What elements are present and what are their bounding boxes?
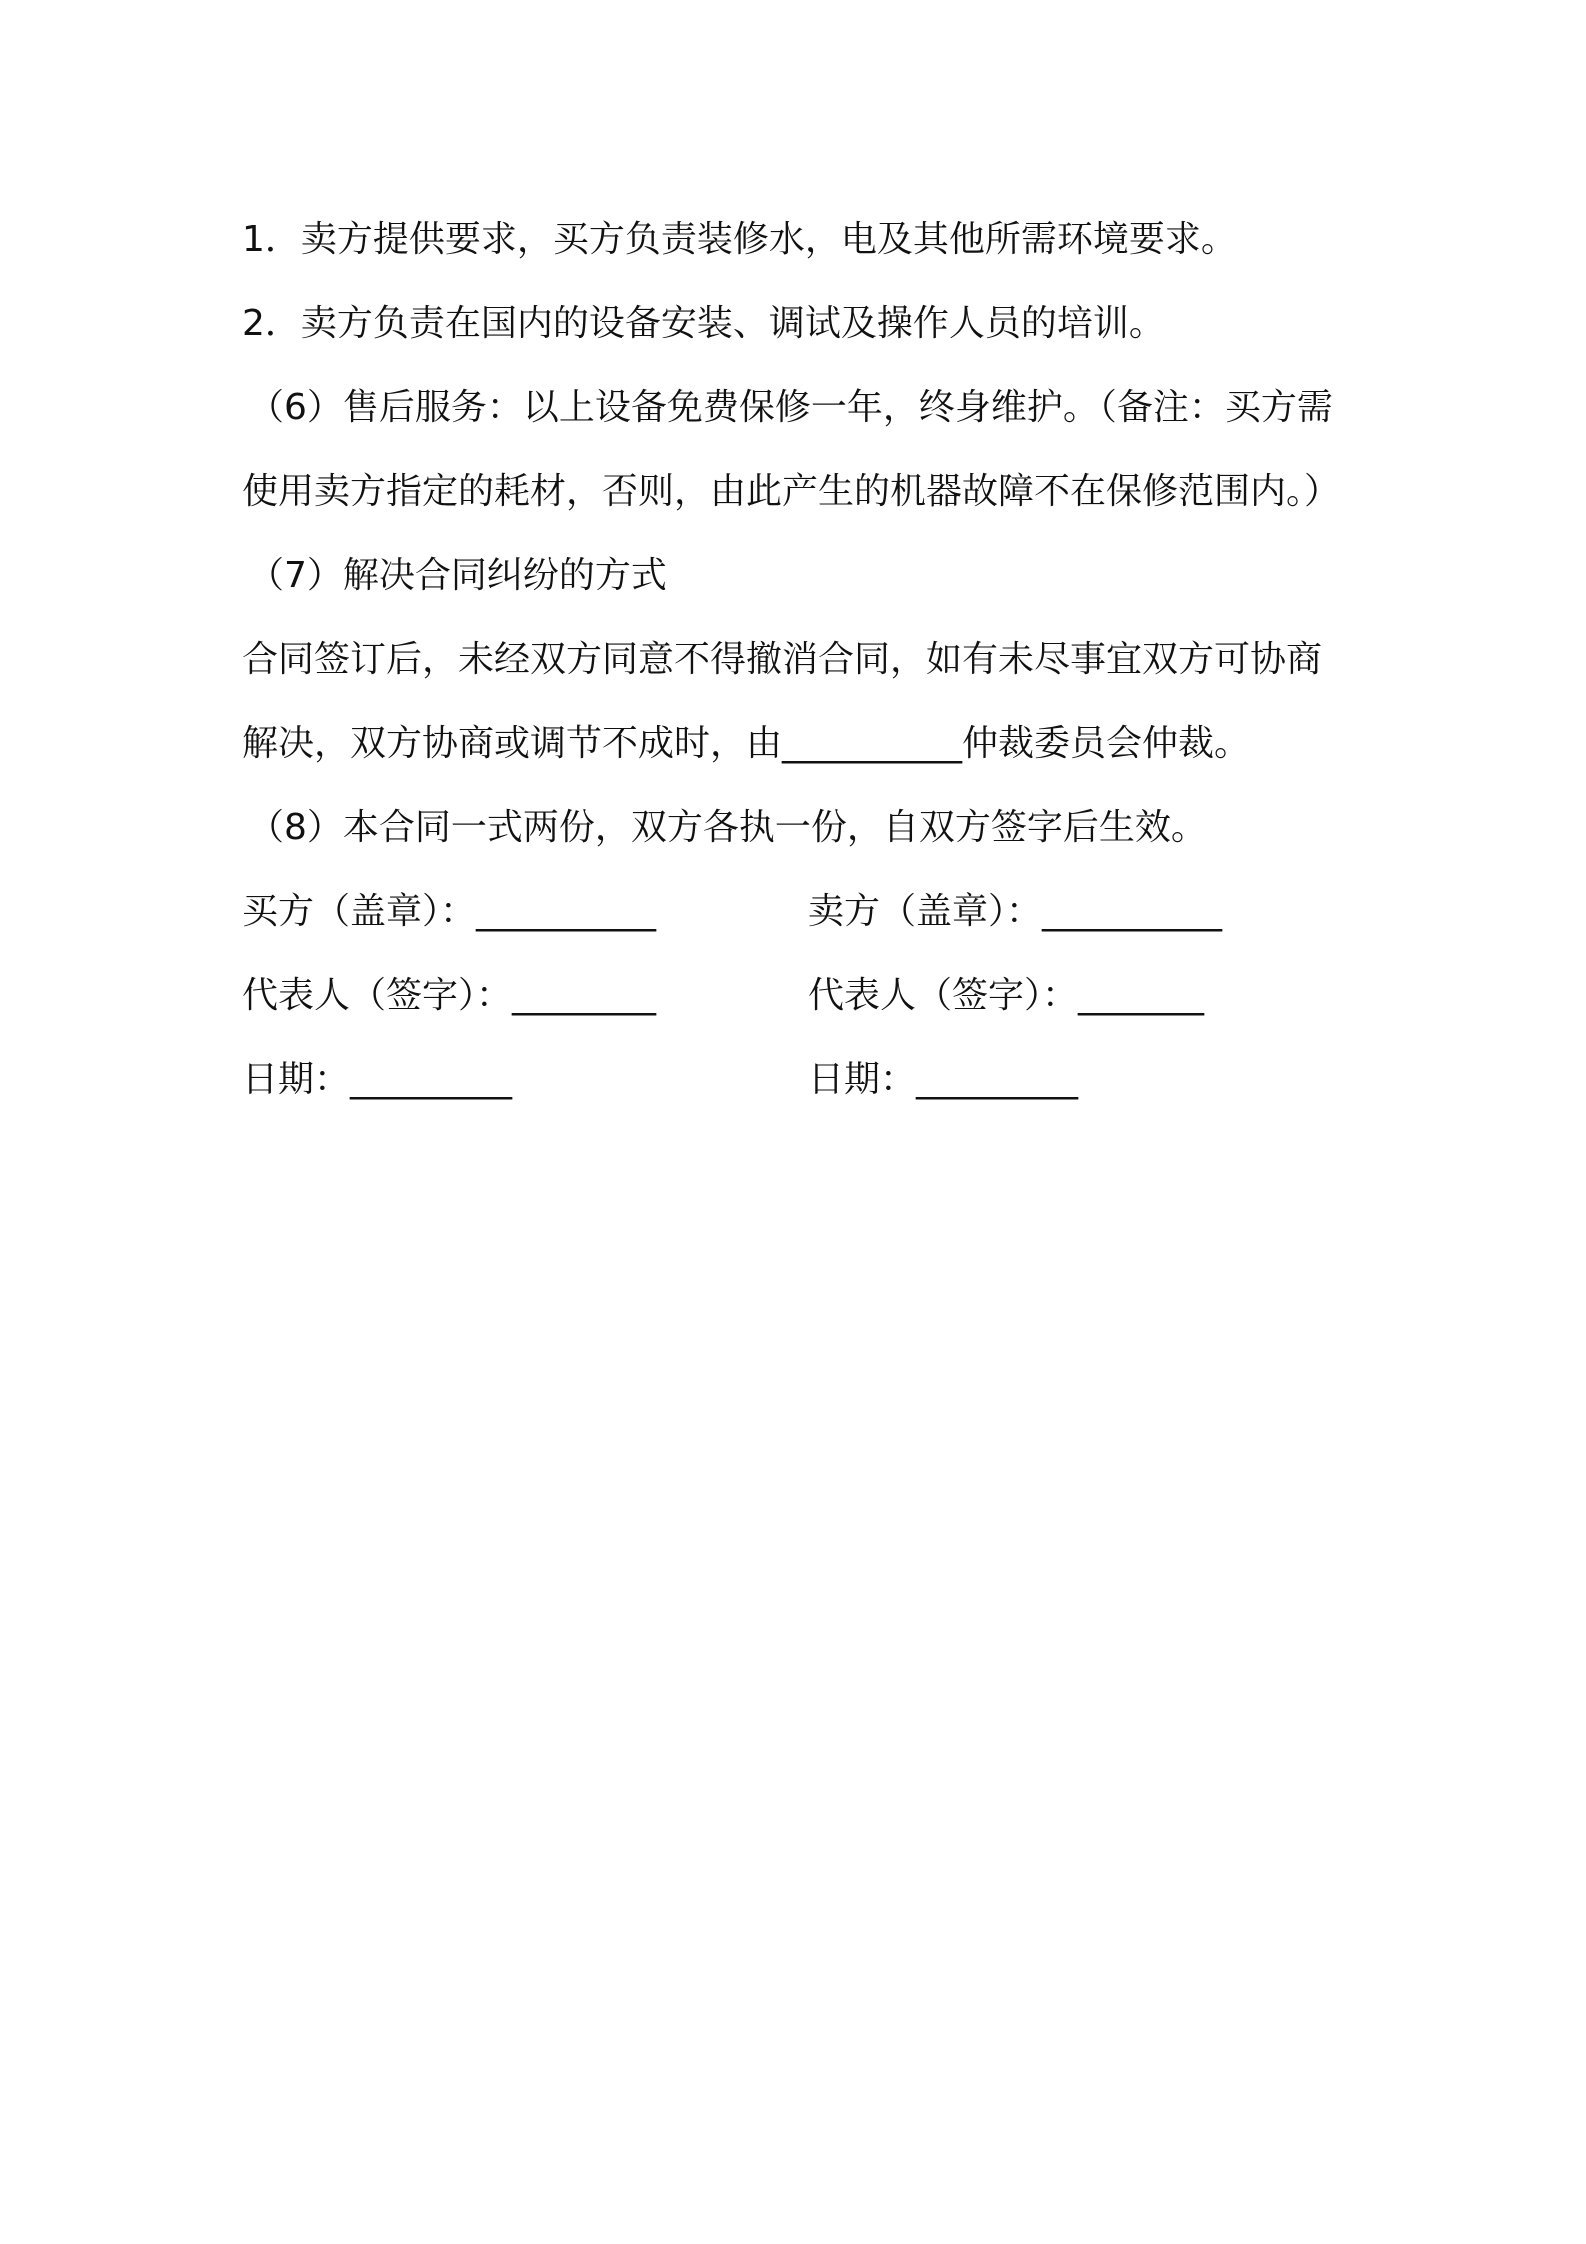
signature-row-representative [242,954,1382,1038]
seller-representative-field: 代表人（签字）：_______ [808,975,1205,1016]
paragraph-after-sales-note: 使用卖方指定的耗材，否则，由此产生的机器故障不在保修范围内。） [242,471,1341,512]
paragraph-dispute-text-1: 合同签订后，未经双方同意不得撤消合同，如有未尽事宜双方可协商 [242,639,1323,680]
paragraph-item-2: 2．卖方负责在国内的设备安装、调试及操作人员的培训。 [242,303,1165,344]
seller-date-field: 日期：_________ [808,1059,1079,1100]
paragraph-copies-clause: （8）本合同一式两份，双方各执一份，自双方签字后生效。 [248,807,1207,848]
paragraph-item-1: 1．卖方提供要求，买方负责装修水，电及其他所需环境要求。 [242,219,1237,260]
paragraph-dispute-heading: （7）解决合同纠纷的方式 [248,555,667,596]
signature-row-seal [242,870,1382,954]
buyer-seal-field: 买方（盖章）：__________ [242,891,657,932]
document-body [242,198,1382,1122]
buyer-date-field: 日期：_________ [242,1059,513,1100]
buyer-representative-field: 代表人（签字）：________ [242,975,657,1016]
seller-seal-field: 卖方（盖章）：__________ [808,891,1223,932]
paragraph-dispute-text-2: 解决，双方协商或调节不成时，由__________仲裁委员会仲裁。 [242,723,1251,764]
signature-row-date [242,1038,1382,1122]
paragraph-after-sales-service: （6）售后服务：以上设备免费保修一年，终身维护。（备注：买方需 [248,387,1333,428]
